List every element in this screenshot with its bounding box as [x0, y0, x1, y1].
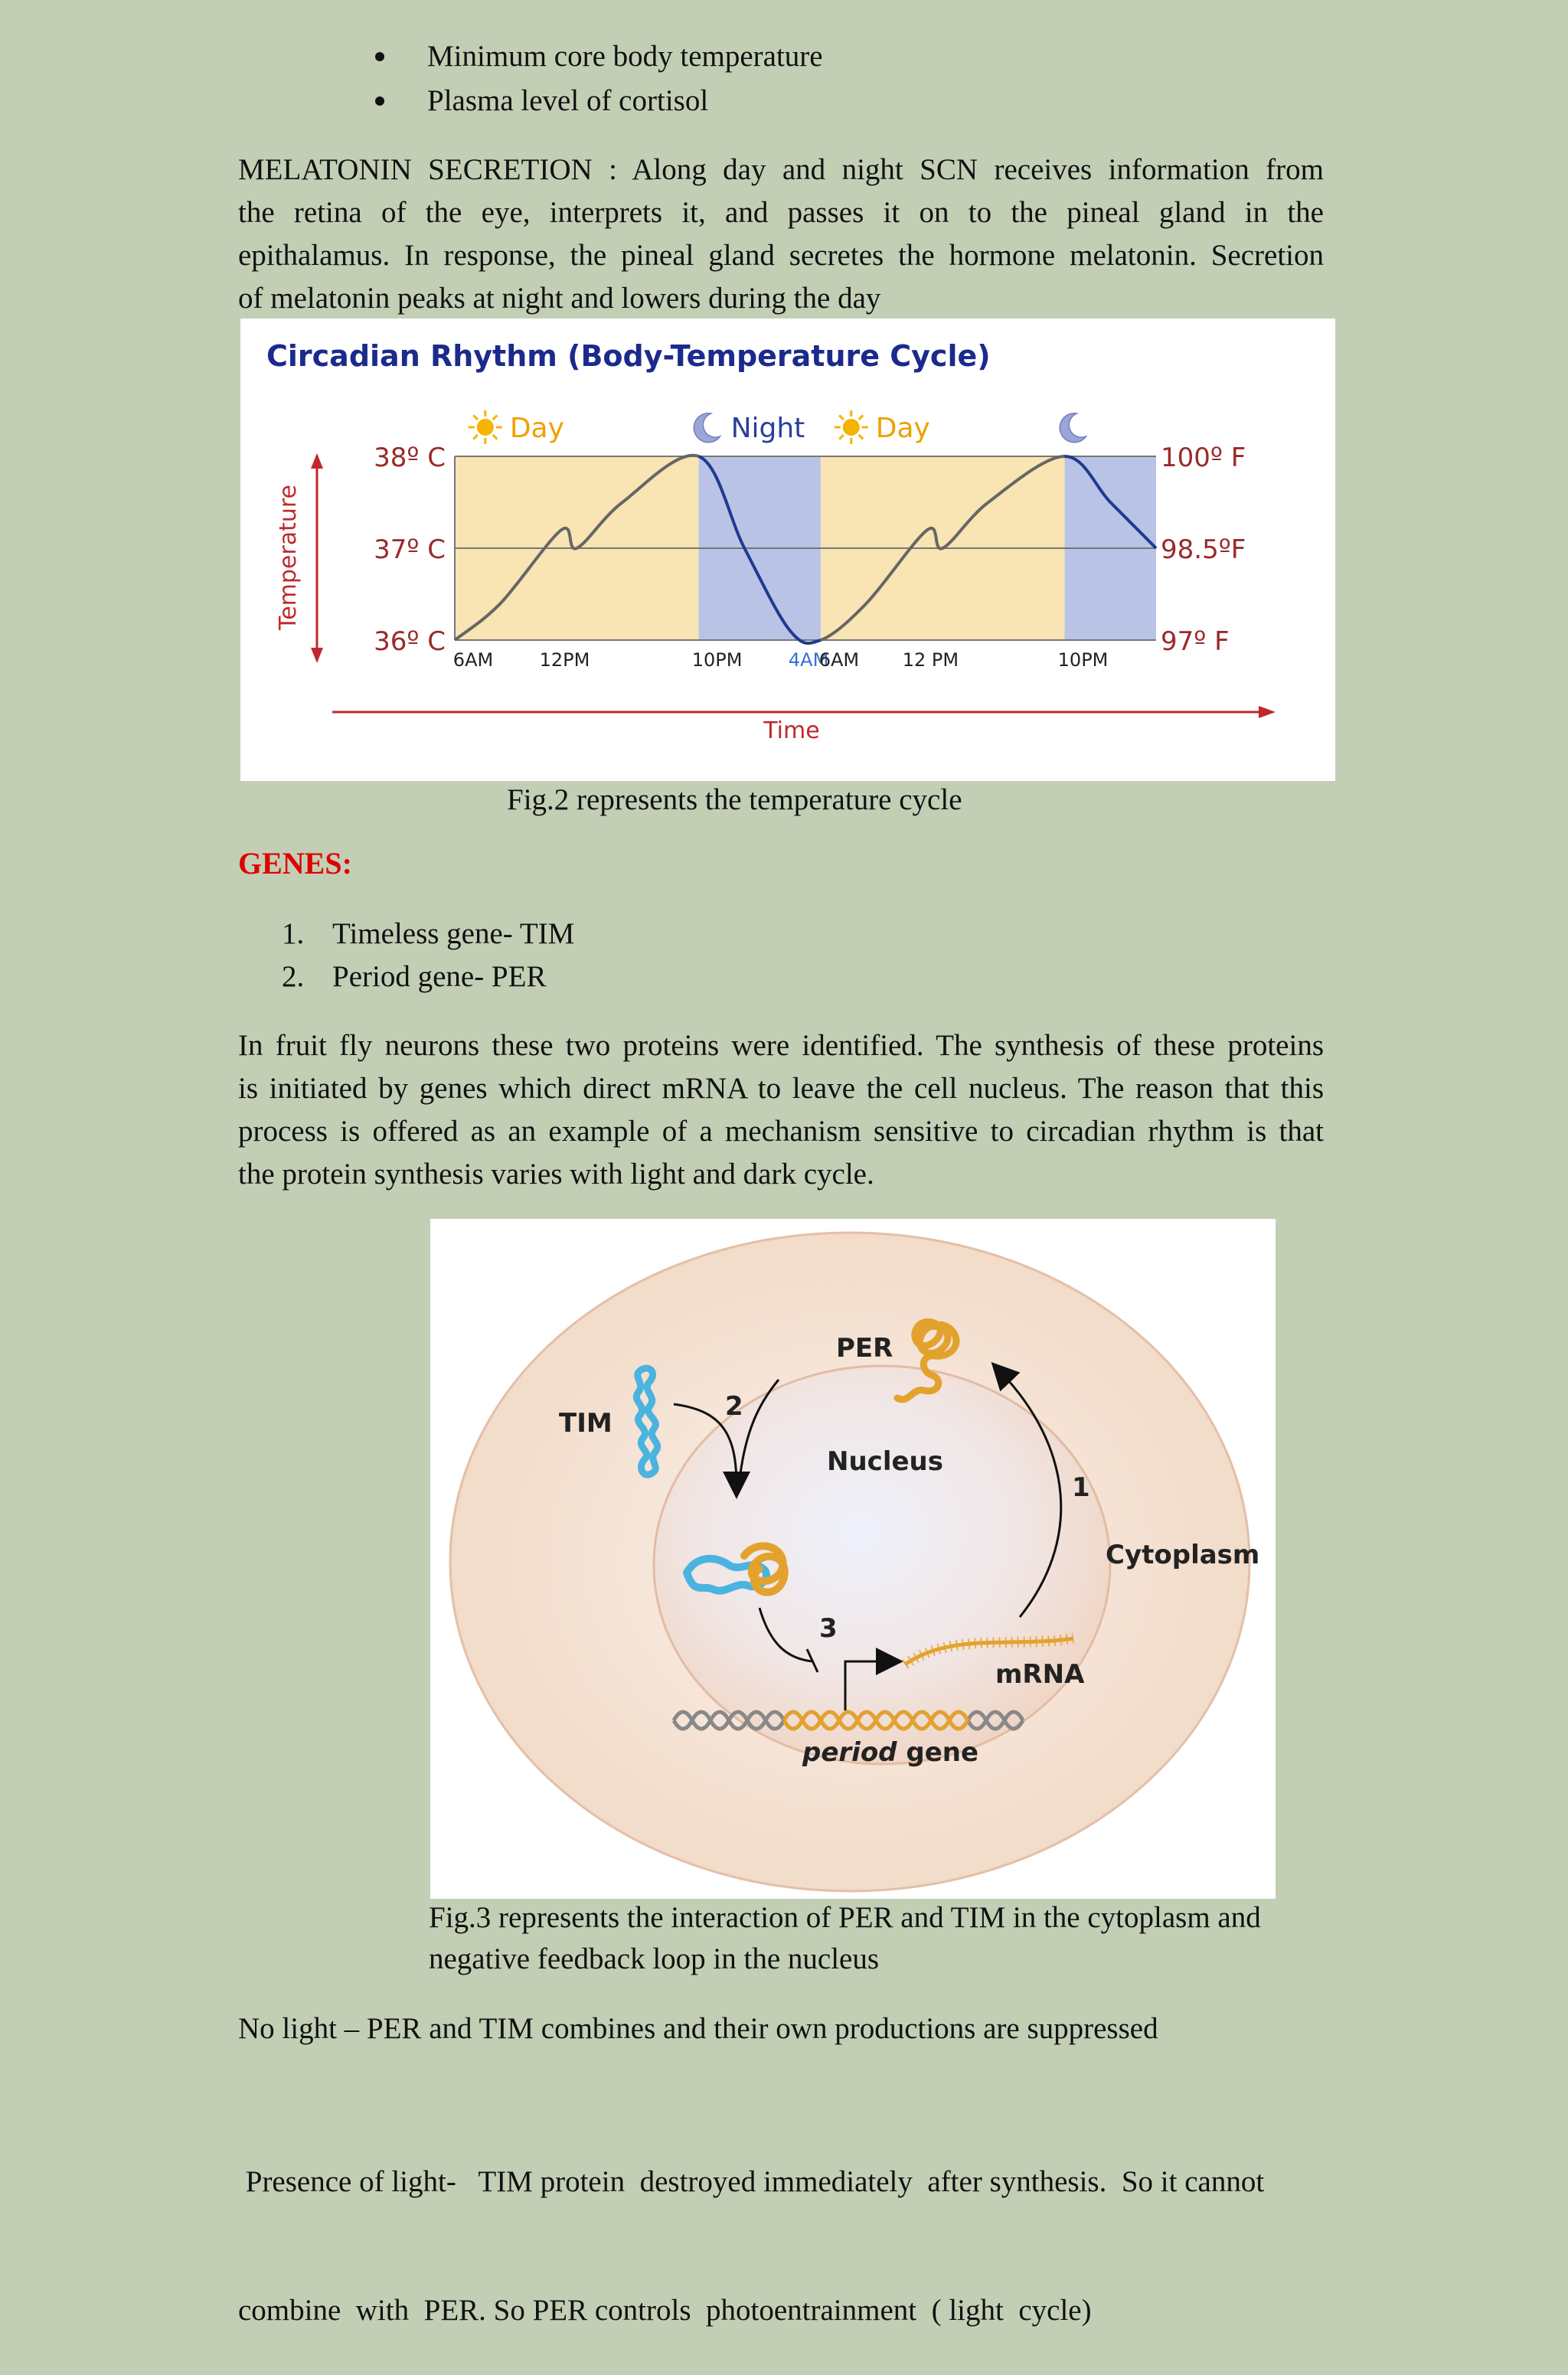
- figure2-caption: Fig.2 represents the temperature cycle: [507, 783, 962, 816]
- chart-title: Circadian Rhythm (Body-Temperature Cycle): [266, 339, 991, 373]
- bullet-dot: [375, 96, 384, 106]
- sun-ray: [859, 435, 864, 439]
- bullet-dot: [375, 52, 384, 61]
- arrow-head-down: [311, 648, 323, 663]
- paragraph-line: epithalamus. In response, the pineal gland secretes the hormone melatonin. Secretion: [238, 239, 1324, 272]
- no-light-paragraph: No light – PER and TIM combines and their own productions are suppressed: [238, 2012, 1158, 2045]
- nucleus-label: Nucleus: [827, 1446, 943, 1477]
- celsius-label: 38º C: [374, 443, 446, 473]
- y-axis-label: Temperature: [275, 484, 302, 631]
- figure-temperature-cycle: [240, 319, 1335, 781]
- step3-label: 3: [819, 1613, 838, 1644]
- time-tick-label: 10PM: [691, 649, 743, 671]
- paragraph-line: of melatonin peaks at night and lowers during the day: [238, 282, 881, 315]
- step2-label: 2: [725, 1391, 743, 1422]
- tim-label: TIM: [559, 1408, 612, 1439]
- time-tick-label: 12 PM: [902, 649, 959, 671]
- per-label: PER: [836, 1333, 893, 1364]
- time-tick-label: 6AM: [452, 649, 494, 671]
- list-text: Timeless gene- TIM: [332, 917, 575, 950]
- fruitfly-paragraph: [238, 1024, 1324, 1196]
- paragraph-line: the retina of the eye, interprets it, and passes it on to the pineal gland in the: [238, 196, 1324, 229]
- moon-icon: [694, 413, 720, 443]
- paragraph-line: In fruit fly neurons these two proteins were identified. The synthesis of these proteins: [238, 1029, 1324, 1062]
- bullet-text: Minimum core body temperature: [427, 40, 823, 73]
- time-tick-label: 6AM: [818, 649, 860, 671]
- presence-light-paragraph: [238, 2075, 1264, 2375]
- paragraph-line: MELATONIN SECRETION : Along day and night SCN receives information from: [238, 153, 1324, 186]
- list-text: Period gene- PER: [332, 960, 547, 993]
- temperature-chart: [240, 319, 1335, 781]
- x-axis-label: Time: [763, 717, 820, 744]
- period-label: Day: [875, 413, 930, 444]
- fahrenheit-label: 98.5ºF: [1161, 534, 1246, 565]
- list-number: 1.: [282, 917, 305, 950]
- gene-name-italic: period: [802, 1737, 897, 1768]
- genes-heading: GENES:: [238, 846, 352, 880]
- sun-ray: [493, 415, 498, 420]
- step1-label: 1: [1072, 1472, 1090, 1503]
- moon-icon: [1060, 413, 1086, 443]
- sun-ray: [839, 435, 844, 439]
- cytoplasm-label: Cytoplasm: [1106, 1540, 1260, 1570]
- paragraph-line: is initiated by genes which direct mRNA to leave the cell nucleus. The reason that this: [238, 1072, 1324, 1105]
- time-tick-label: 4AM: [788, 649, 829, 671]
- caption-line: Fig.3 represents the interaction of PER and TIM in the cytoplasm and: [429, 1901, 1261, 1934]
- celsius-label: 37º C: [374, 534, 446, 565]
- list-number: 2.: [282, 960, 305, 993]
- time-tick-label: 12PM: [539, 649, 590, 671]
- fahrenheit-label: 100º F: [1161, 443, 1246, 473]
- fahrenheit-label: 97º F: [1161, 626, 1230, 657]
- paragraph-line: Presence of light- TIM protein destroyed immediately after synthesis. So it cannot: [238, 2165, 1265, 2198]
- per-tim-diagram: [430, 1219, 1276, 1899]
- sun-icon: [843, 419, 860, 436]
- figure-per-tim-diagram: [430, 1219, 1276, 1899]
- period-label: Day: [509, 413, 564, 444]
- bullet-text: Plasma level of cortisol: [427, 84, 709, 117]
- melatonin-paragraph: [238, 149, 1324, 320]
- caption-line: negative feedback loop in the nucleus: [429, 1942, 880, 1975]
- sun-ray: [493, 435, 498, 439]
- sun-ray: [473, 415, 478, 420]
- paragraph-line: combine with PER. So PER controls photoentrainment ( light cycle): [238, 2294, 1092, 2327]
- sun-ray: [859, 415, 864, 420]
- paragraph-line: the protein synthesis varies with light and dark cycle.: [238, 1158, 874, 1191]
- mrna-label: mRNA: [995, 1659, 1085, 1690]
- period-label: Night: [730, 413, 805, 444]
- period-gene-label: [802, 1737, 978, 1768]
- celsius-label: 36º C: [374, 626, 446, 657]
- figure3-caption: [429, 1897, 1261, 1980]
- sun-ray: [473, 435, 478, 439]
- gene-word: gene: [897, 1737, 979, 1768]
- arrow-head-up: [311, 453, 323, 469]
- sun-icon: [477, 419, 494, 436]
- sun-ray: [839, 415, 844, 420]
- arrow-head-right: [1259, 706, 1276, 718]
- time-tick-label: 10PM: [1057, 649, 1109, 671]
- paragraph-line: process is offered as an example of a mechanism sensitive to circadian rhythm is that: [238, 1115, 1324, 1148]
